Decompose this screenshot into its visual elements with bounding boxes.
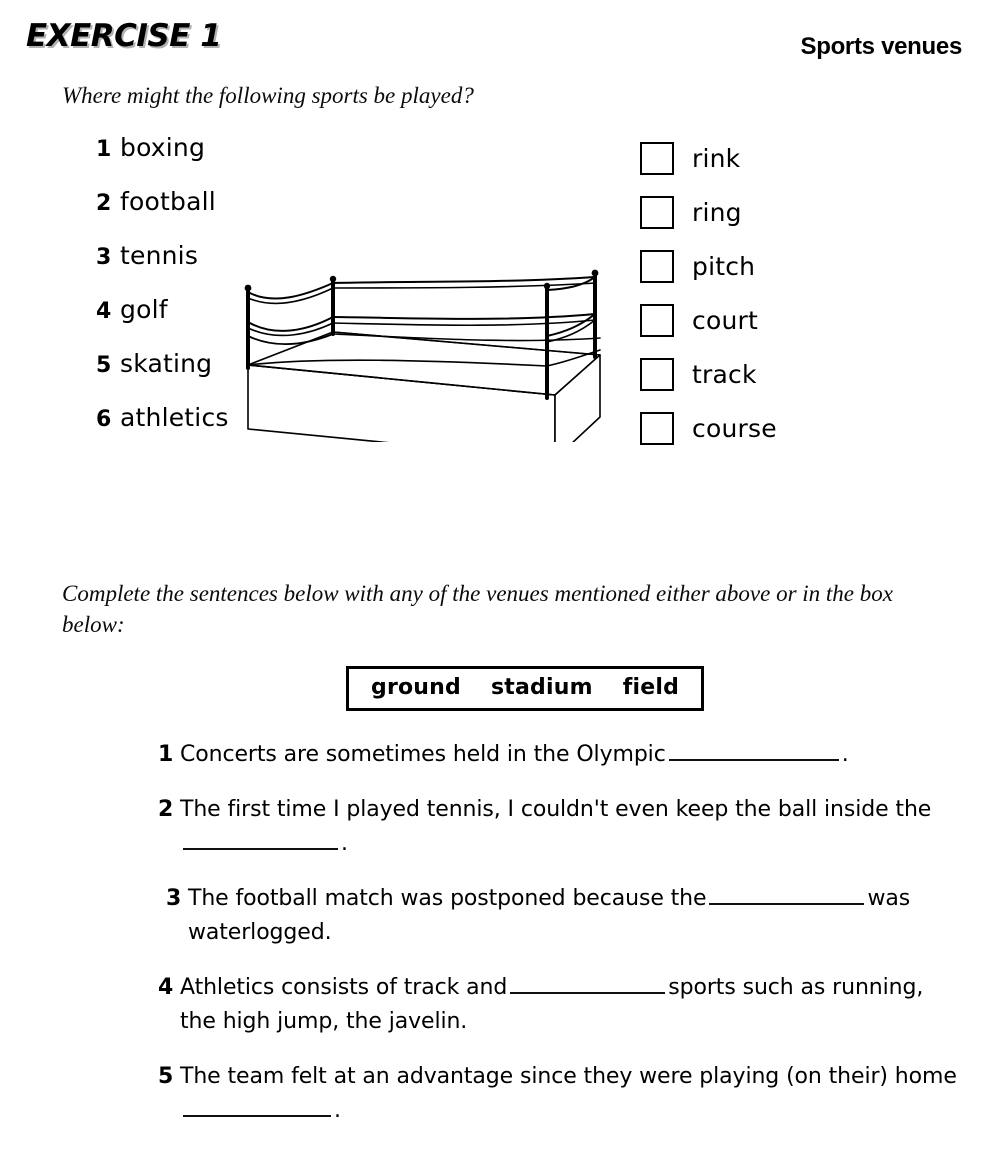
list-item <box>640 293 777 347</box>
sport-number: 2 <box>96 191 112 216</box>
sentence-number: 2 <box>158 797 174 822</box>
sentence-body <box>188 882 958 950</box>
page-title: EXERCISE 1 <box>26 18 222 54</box>
sport-label: tennis <box>120 241 199 270</box>
sentence-body <box>180 738 849 772</box>
sport-label: golf <box>120 295 168 324</box>
list-item <box>96 349 229 403</box>
sentence-text-before: The football match was postponed because the <box>188 886 707 911</box>
sentence-number: 1 <box>158 742 174 767</box>
list-item <box>96 295 229 349</box>
boxing-ring-illustration <box>228 262 628 442</box>
list-item <box>640 347 777 401</box>
venue-checkbox[interactable] <box>640 250 674 283</box>
word-bank-item: stadium <box>490 675 593 700</box>
answer-blank[interactable] <box>183 830 338 850</box>
section-title: Sports venues <box>800 33 962 60</box>
sentence-item <box>158 1060 958 1128</box>
list-item <box>96 241 229 295</box>
list-item <box>96 187 229 241</box>
sentence-number: 3 <box>166 886 182 911</box>
word-bank <box>346 666 704 711</box>
venue-label: course <box>692 413 777 443</box>
sport-number: 3 <box>96 245 112 270</box>
sport-number: 1 <box>96 137 112 162</box>
sentence-text-before: Athletics consists of track and <box>180 975 508 1000</box>
sentence-item <box>158 882 958 950</box>
gapfill-instruction: Complete the sentences below with any of the venues mentioned either above or in the box below: <box>62 581 893 637</box>
answer-blank[interactable] <box>510 974 665 994</box>
answer-blank[interactable] <box>183 1097 331 1117</box>
sport-label: athletics <box>120 403 229 432</box>
sport-label: skating <box>120 349 213 378</box>
sport-number: 6 <box>96 407 112 432</box>
sport-number: 5 <box>96 353 112 378</box>
sentence-text-after: was waterlogged. <box>188 886 911 945</box>
list-item <box>96 133 229 187</box>
list-item <box>640 131 777 185</box>
sentence-item <box>158 738 958 772</box>
venue-label: rink <box>692 143 741 173</box>
sentence-body <box>180 971 958 1039</box>
boxing-ring-icon <box>228 262 628 442</box>
word-bank-item: ground <box>371 675 461 700</box>
venue-checkbox[interactable] <box>640 358 674 391</box>
sport-label: boxing <box>120 133 206 162</box>
sentence-text-after: sports such as running, the high jump, the javelin. <box>180 975 924 1034</box>
venue-label: court <box>692 305 758 335</box>
sentence-body <box>180 1060 958 1128</box>
answer-blank[interactable] <box>669 741 839 761</box>
sentence-text-before: The team felt at an advantage since they were playing (on their) home <box>180 1064 957 1089</box>
venue-checkbox[interactable] <box>640 142 674 175</box>
venue-label: pitch <box>692 251 756 281</box>
sentence-number: 5 <box>158 1064 174 1089</box>
list-item <box>96 403 229 457</box>
list-item <box>640 401 777 455</box>
sentence-text-before: Concerts are sometimes held in the Olympic <box>180 742 666 767</box>
sports-list <box>96 133 229 457</box>
gapfill-sentences <box>158 738 958 1149</box>
sentence-item <box>158 793 958 861</box>
venues-list <box>640 131 777 455</box>
sport-number: 4 <box>96 299 112 324</box>
venue-checkbox[interactable] <box>640 196 674 229</box>
venue-checkbox[interactable] <box>640 304 674 337</box>
answer-blank[interactable] <box>709 885 864 905</box>
sentence-text-after: . <box>841 742 849 767</box>
word-bank-item: field <box>622 675 680 700</box>
venue-label: track <box>692 359 757 389</box>
list-item <box>640 185 777 239</box>
sport-label: football <box>120 187 216 216</box>
sentence-number: 4 <box>158 975 174 1000</box>
sentence-text-after: . <box>341 831 348 856</box>
matching-instruction: Where might the following sports be played? <box>62 83 474 108</box>
sentence-text-before: The first time I played tennis, I couldn't even keep the ball inside the <box>180 797 932 822</box>
venue-label: ring <box>692 197 742 227</box>
venue-checkbox[interactable] <box>640 412 674 445</box>
sentence-body <box>180 793 958 861</box>
list-item <box>640 239 777 293</box>
sentence-item <box>158 971 958 1039</box>
sentence-text-after: . <box>334 1098 341 1123</box>
